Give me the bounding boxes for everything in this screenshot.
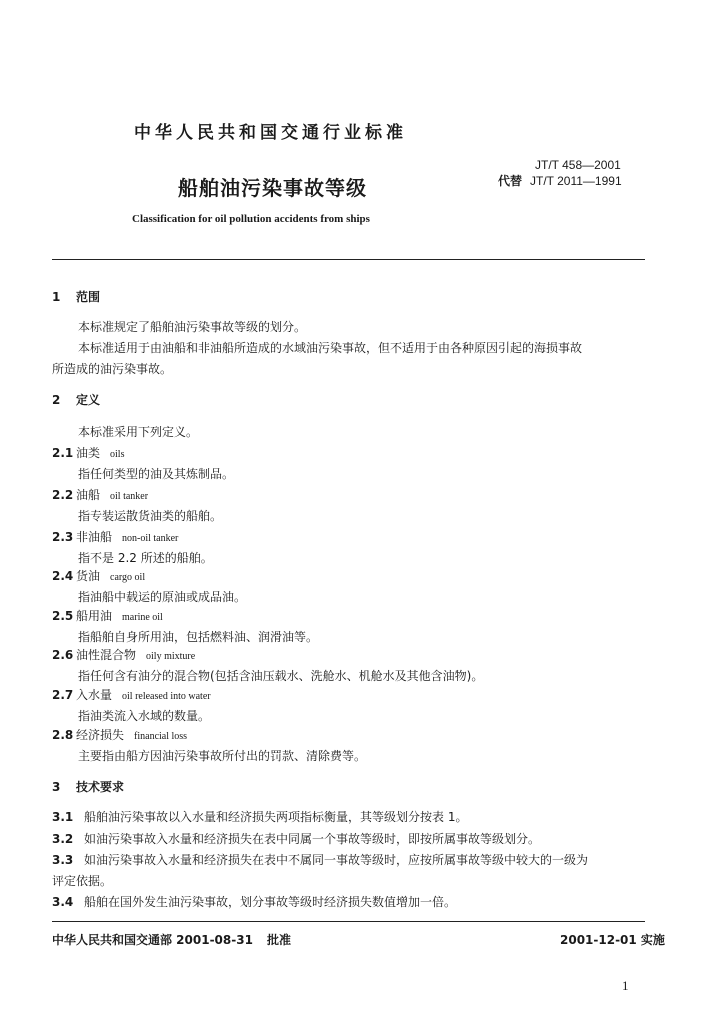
requirement-text: 如油污染事故入水量和经济损失在表中同属一个事故等级时，即按所属事故等级划分。 (84, 832, 541, 846)
term-english: oil tanker (110, 491, 149, 502)
definition-heading (52, 726, 187, 743)
definition-heading (52, 444, 124, 461)
definition-heading (52, 486, 148, 503)
requirement-text: 如油污染事故入水量和经济损失在表中不属同一事故等级时，应按所属事故等级中较大的一级为 (84, 853, 589, 867)
section-number: 2 (52, 393, 61, 407)
definition-text: 指船舶自身所用油，包括燃料油、润滑油等。 (78, 630, 319, 644)
term-chinese: 油船 (76, 488, 101, 502)
term-english: non-oil tanker (122, 533, 179, 544)
standard-number: JT/T 458—2001 (535, 158, 621, 172)
requirement-item (52, 830, 540, 847)
clause-number: 2.8 (52, 728, 74, 742)
requirement-item (52, 808, 467, 825)
requirement-text: 船舶油污染事故以入水量和经济损失两项指标衡量，其等级划分按表 1。 (84, 810, 468, 824)
page-number: 1 (622, 978, 629, 993)
term-english: oils (110, 449, 125, 460)
clause-number: 2.5 (52, 609, 74, 623)
term-chinese: 经济损失 (76, 728, 125, 742)
term-chinese: 货油 (76, 569, 101, 583)
section-title: 技术要求 (76, 780, 125, 794)
definition-text: 指专装运散货油类的船舶。 (78, 509, 223, 523)
term-english: financial loss (134, 731, 188, 742)
requirement-text-continued: 评定依据。 (52, 874, 113, 888)
definition-heading (52, 646, 195, 663)
term-chinese: 船用油 (76, 609, 113, 623)
replaces-line (498, 172, 622, 189)
document-title-english: Classification for oil pollution accidents from ships (132, 213, 370, 225)
clause-number: 2.7 (52, 688, 74, 702)
definition-text: 指任何类型的油及其炼制品。 (78, 467, 235, 481)
requirement-text: 船舶在国外发生油污染事故，划分事故等级时经济损失数值增加一倍。 (84, 895, 457, 909)
definition-text: 主要指由船方因油污染事故所付出的罚款、清除费等。 (78, 749, 367, 763)
definitions-intro: 本标准采用下列定义。 (78, 425, 199, 439)
section-2-heading (52, 391, 100, 408)
section-number: 3 (52, 780, 61, 794)
clause-number: 2.1 (52, 446, 74, 460)
definition-text: 指油类流入水域的数量。 (78, 709, 211, 723)
term-chinese: 油类 (76, 446, 101, 460)
scope-paragraph-2-line-2: 所造成的油污染事故。 (52, 362, 173, 376)
definition-heading (52, 686, 211, 703)
definition-text: 指任何含有油分的混合物(包括含油压载水、洗舱水、机舱水及其他含油物)。 (78, 669, 484, 683)
definition-heading (52, 607, 163, 624)
replaces-label: 代替 (498, 174, 523, 188)
section-title: 范围 (76, 290, 101, 304)
replaces-number: JT/T 2011—1991 (530, 174, 622, 188)
term-english: cargo oil (110, 572, 146, 583)
issuer-and-date: 中华人民共和国交通部 2001-08-31 (52, 933, 253, 947)
term-english: oily mixture (146, 651, 196, 662)
section-1-heading (52, 288, 100, 305)
term-chinese: 油性混合物 (76, 648, 137, 662)
effective-date: 2001-12-01 实施 (560, 933, 665, 947)
industry-standard-heading: 中华人民共和国交通行业标准 (134, 123, 407, 143)
section-number: 1 (52, 290, 61, 304)
requirement-item (52, 893, 456, 910)
footer-divider (52, 921, 645, 922)
section-title: 定义 (76, 393, 101, 407)
term-chinese: 入水量 (76, 688, 113, 702)
definition-heading (52, 567, 145, 584)
header-divider (52, 259, 645, 260)
clause-number: 3.4 (52, 895, 74, 909)
clause-number: 2.3 (52, 530, 74, 544)
definition-text: 指油船中载运的原油或成品油。 (78, 590, 247, 604)
approval-label: 批准 (266, 933, 291, 947)
approval-line (52, 931, 291, 948)
term-english: marine oil (122, 612, 163, 623)
clause-number: 2.6 (52, 648, 74, 662)
clause-number: 3.2 (52, 832, 74, 846)
clause-number: 2.4 (52, 569, 74, 583)
document-title: 船舶油污染事故等级 (178, 176, 367, 200)
scope-paragraph-2-line-1: 本标准适用于由油船和非油船所造成的水域油污染事故，但不适用于由各种原因引起的海损事故 (78, 341, 583, 355)
clause-number: 3.3 (52, 853, 74, 867)
section-3-heading (52, 778, 124, 795)
clause-number: 2.2 (52, 488, 74, 502)
scope-paragraph-1: 本标准规定了船舶油污染事故等级的划分。 (78, 320, 307, 334)
definition-text: 指不是 2.2 所述的船舶。 (78, 551, 213, 565)
requirement-item (52, 851, 588, 868)
clause-number: 3.1 (52, 810, 74, 824)
definition-heading (52, 528, 178, 545)
term-chinese: 非油船 (76, 530, 113, 544)
term-english: oil released into water (122, 691, 211, 702)
